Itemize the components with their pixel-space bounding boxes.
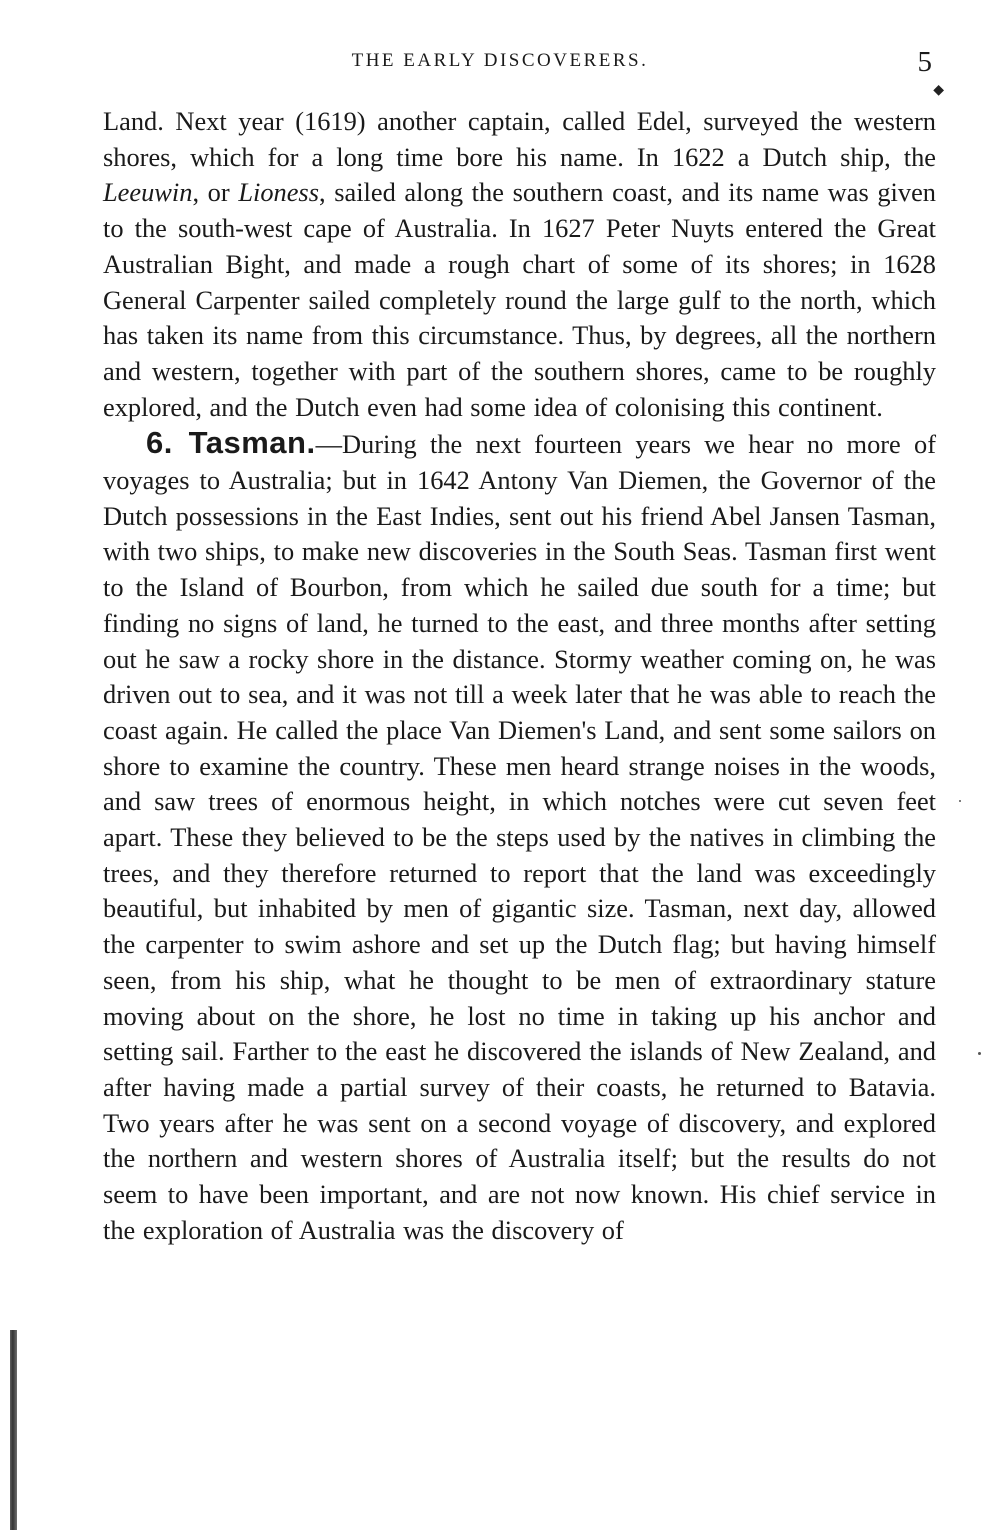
ship-name-lioness: Lioness [238, 177, 319, 208]
ship-name-leeuwin: Leeuwin [103, 177, 193, 208]
paragraph-text: Land. Next year (1619) another captain, called Edel, surveyed the western shores, which for a long time bore his name. In 1622 a Dutch ship, the [103, 106, 936, 172]
paragraph-text: , sailed along the southern coast, and its name was given to the south-west cape of Australia. In 1627 Peter Nuyts entered the Great Australian Bight, and made a rough chart of some of its shores; in 1628 General Carpenter sailed completely round the large gulf to the north, which has taken its name from this circumstance. Thus, by degrees, all the northern and western, together with part of the southern shores, came to be roughly explored, and the Dutch even had some idea of colonising this continent. [103, 177, 936, 422]
paper-speck [978, 1052, 981, 1055]
running-title: THE EARLY DISCOVERERS. [351, 50, 649, 71]
ink-mark-icon: ◆ [933, 83, 944, 98]
paragraph-text: , or [192, 177, 239, 208]
page-number: 5 [917, 46, 932, 78]
binding-edge [10, 1330, 17, 1530]
section-tasman [103, 425, 936, 1248]
section-text: —During the next fourteen years we hear no more of voyages to Australia; but in 1642 Antony Van Diemen, the Governor of the Dutch possessions in the East Indies, sent out his friend Abel Jansen Tasman, with two ships, to make new discoveries in the South Seas. Tasman first went to the Island of Bourbon, from which he sailed due south for a time; but finding no signs of land, he turned to the east, and three months after setting out he saw a rocky shore in the distance. Stormy weather coming on, he was driven out to sea, and it was not till a week later that he was able to reach the coast again. He called the place Van Diemen's Land, and sent some sailors on shore to examine the country. These men heard strange noises in the woods, and saw trees of enormous height, in which notches were cut seven feet apart. These they believed to be the steps used by the natives in climbing the trees, and they therefore returned to report that the land was exceedingly beautiful, but inhabited by men of gigantic size. Tasman, next day, allowed the carpenter to swim ashore and set up the Dutch flag; but having himself seen, from his ship, what he thought to be men of extraordinary stature moving about on the shore, he lost no time in taking up his anchor and setting sail. Farther to the east he discovered the islands of New Zealand, and after having made a partial survey of their coasts, he returned to Batavia. Two years after he was sent on a second voyage of discovery, and explored the northern and western shores of Australia itself; but the results do not seem to have been important, and are not now known. His chief service in the exploration of Australia was the discovery of [103, 429, 936, 1245]
paper-speck [959, 800, 961, 802]
paragraph-continuation [103, 104, 936, 425]
running-head [0, 46, 1000, 98]
section-heading: 6. Tasman. [146, 425, 316, 461]
body-text [103, 104, 936, 1249]
